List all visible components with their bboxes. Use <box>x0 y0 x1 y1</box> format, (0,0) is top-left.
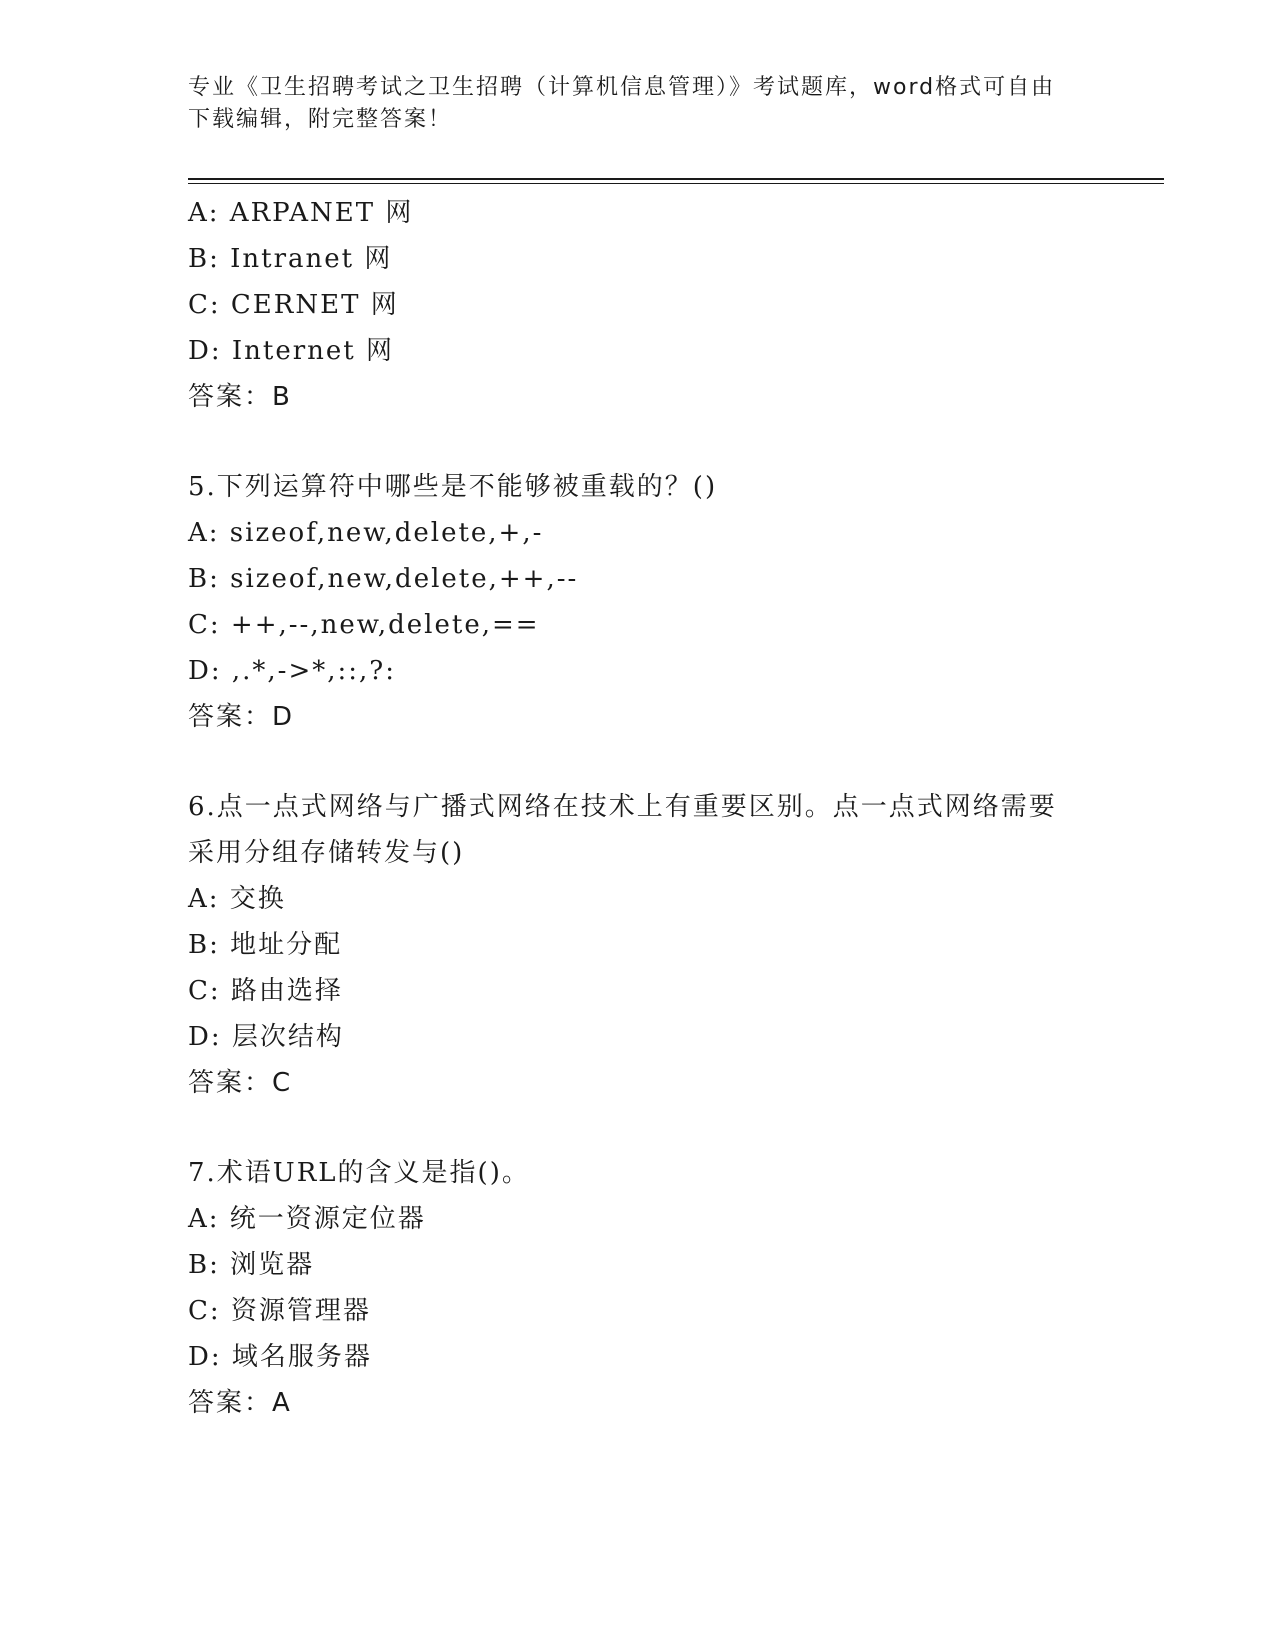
option-d: D: 域名服务器 <box>188 1342 372 1372</box>
option-a: A: 交换 <box>188 884 286 914</box>
header-divider-thick <box>188 178 1164 180</box>
option-b: B: 浏览器 <box>188 1250 315 1280</box>
question-block <box>188 190 1108 420</box>
header-divider-thin <box>188 183 1164 184</box>
question-list <box>188 190 1108 1426</box>
option-b: B: sizeof,new,delete,++,-- <box>188 564 579 594</box>
option-d: D: 层次结构 <box>188 1022 344 1052</box>
answer-line: 答案：D <box>188 702 295 732</box>
question-text: 6.点一点式网络与广播式网络在技术上有重要区别。点一点式网络需要采用分组存储转发与() <box>188 792 1057 868</box>
option-d: D: Internet 网 <box>188 336 394 366</box>
option-c: C: 资源管理器 <box>188 1296 371 1326</box>
option-a: A: 统一资源定位器 <box>188 1204 426 1234</box>
question-block <box>188 784 1108 1106</box>
option-c: C: CERNET 网 <box>188 290 399 320</box>
option-c: C: 路由选择 <box>188 976 343 1006</box>
option-b: B: 地址分配 <box>188 930 343 960</box>
option-d: D: ,.*,->*,::,?: <box>188 656 396 686</box>
answer-line: 答案：B <box>188 382 292 412</box>
question-block <box>188 464 1108 740</box>
option-a: A: ARPANET 网 <box>188 198 414 228</box>
option-a: A: sizeof,new,delete,+,- <box>188 518 544 548</box>
document-intro: 专业《卫生招聘考试之卫生招聘（计算机信息管理）》考试题库，word格式可自由下载编辑，附完整答案！ <box>188 75 1056 132</box>
option-c: C: ++,--,new,delete,== <box>188 610 540 640</box>
question-block <box>188 1150 1108 1426</box>
answer-line: 答案：A <box>188 1388 292 1418</box>
question-text: 5.下列运算符中哪些是不能够被重载的？() <box>188 472 718 502</box>
option-b: B: Intranet 网 <box>188 244 393 274</box>
answer-line: 答案：C <box>188 1068 293 1098</box>
question-text: 7.术语URL的含义是指()。 <box>188 1158 530 1188</box>
